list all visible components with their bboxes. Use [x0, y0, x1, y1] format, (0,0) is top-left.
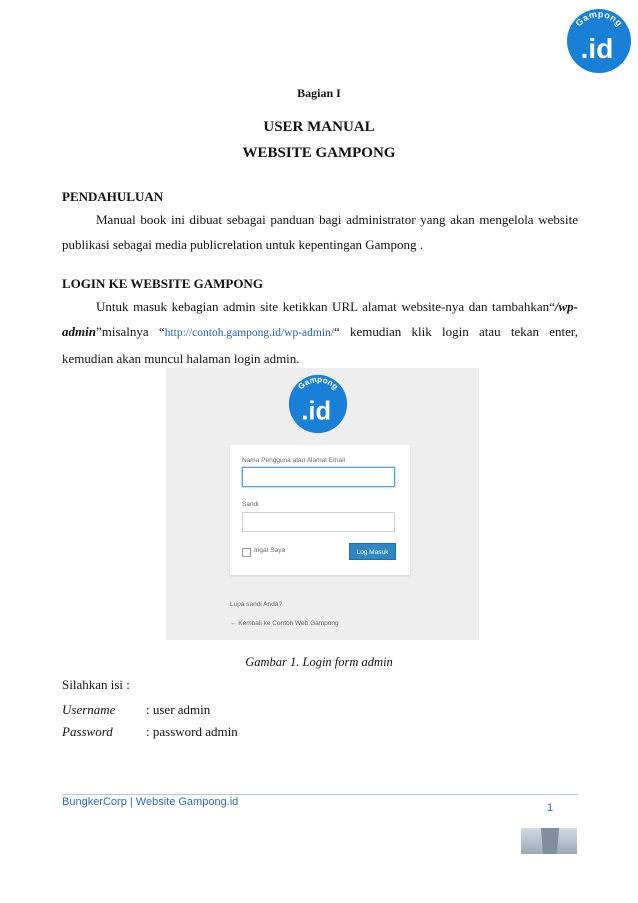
- intro-heading: PENDAHULUAN: [62, 189, 164, 204]
- login-button[interactable]: Log Masuk: [349, 543, 396, 560]
- login-line-2: admin”misalnya “http://contoh.gampong.id/wp-admin/“ kemudian klik login atau tekan enter,: [62, 324, 578, 339]
- login-line-3: kemudian akan muncul halaman login admin.: [62, 351, 300, 366]
- intro-paragraph: [62, 207, 578, 257]
- page-tab-icon: [521, 828, 577, 854]
- footer-divider: [62, 794, 578, 795]
- wp-admin-path-part1: /wp-: [554, 299, 578, 314]
- figure-caption: Gambar 1. Login form admin: [245, 655, 393, 669]
- intro-line-2: publikasi sebagai media publicrelation untuk kepentingan Gampong .: [62, 237, 424, 252]
- username-input[interactable]: [242, 467, 395, 487]
- document-subtitle: WEBSITE GAMPONG: [242, 145, 396, 161]
- password-value: : password admin: [146, 724, 238, 739]
- password-label: Sandi: [242, 501, 259, 508]
- login-line-1: Untuk masuk kebagian admin site ketikkan URL alamat website-nya dan tambahkan“/wp-: [96, 299, 578, 314]
- gampong-logo-icon: [566, 8, 632, 74]
- login-heading: LOGIN KE WEBSITE GAMPONG: [62, 276, 263, 291]
- password-input[interactable]: [242, 512, 395, 532]
- username-value: : user admin: [146, 702, 211, 717]
- intro-line-1: Manual book ini dibuat sebagai panduan bagi administrator yang akan mengelola website: [96, 212, 578, 227]
- gampong-logo-icon: [288, 374, 348, 434]
- svg-text:Gampong: Gampong: [296, 375, 340, 392]
- page-number: 1: [546, 802, 554, 814]
- svg-text:Gampong: Gampong: [573, 8, 625, 29]
- login-page-screenshot: [166, 368, 479, 640]
- section-label: Bagian I: [297, 86, 341, 100]
- lost-password-link[interactable]: Lupa sandi Anda?: [230, 601, 283, 608]
- example-url-link[interactable]: http://contoh.gampong.id/wp-admin/: [164, 327, 334, 339]
- remember-me-checkbox[interactable]: [242, 548, 251, 557]
- wp-admin-path-part2: admin: [62, 324, 96, 339]
- back-to-site-link[interactable]: ← Kembali ke Contoh Web Gampong: [230, 620, 339, 627]
- fill-instructions-intro: Silahkan isi :: [62, 677, 130, 692]
- remember-me-label: Ingat Saya: [254, 547, 286, 554]
- svg-text:.id: .id: [580, 33, 614, 64]
- document-title: USER MANUAL: [263, 119, 375, 135]
- svg-text:.id: .id: [301, 397, 332, 426]
- login-form-card: [230, 445, 410, 575]
- username-term: Username: [62, 702, 116, 717]
- footer-text: BungkerCorp | Website Gampong.id: [62, 796, 239, 808]
- login-paragraph: [62, 294, 578, 371]
- password-term: Password: [62, 724, 113, 739]
- username-label: Nama Pengguna atau Alamat Email: [242, 457, 345, 464]
